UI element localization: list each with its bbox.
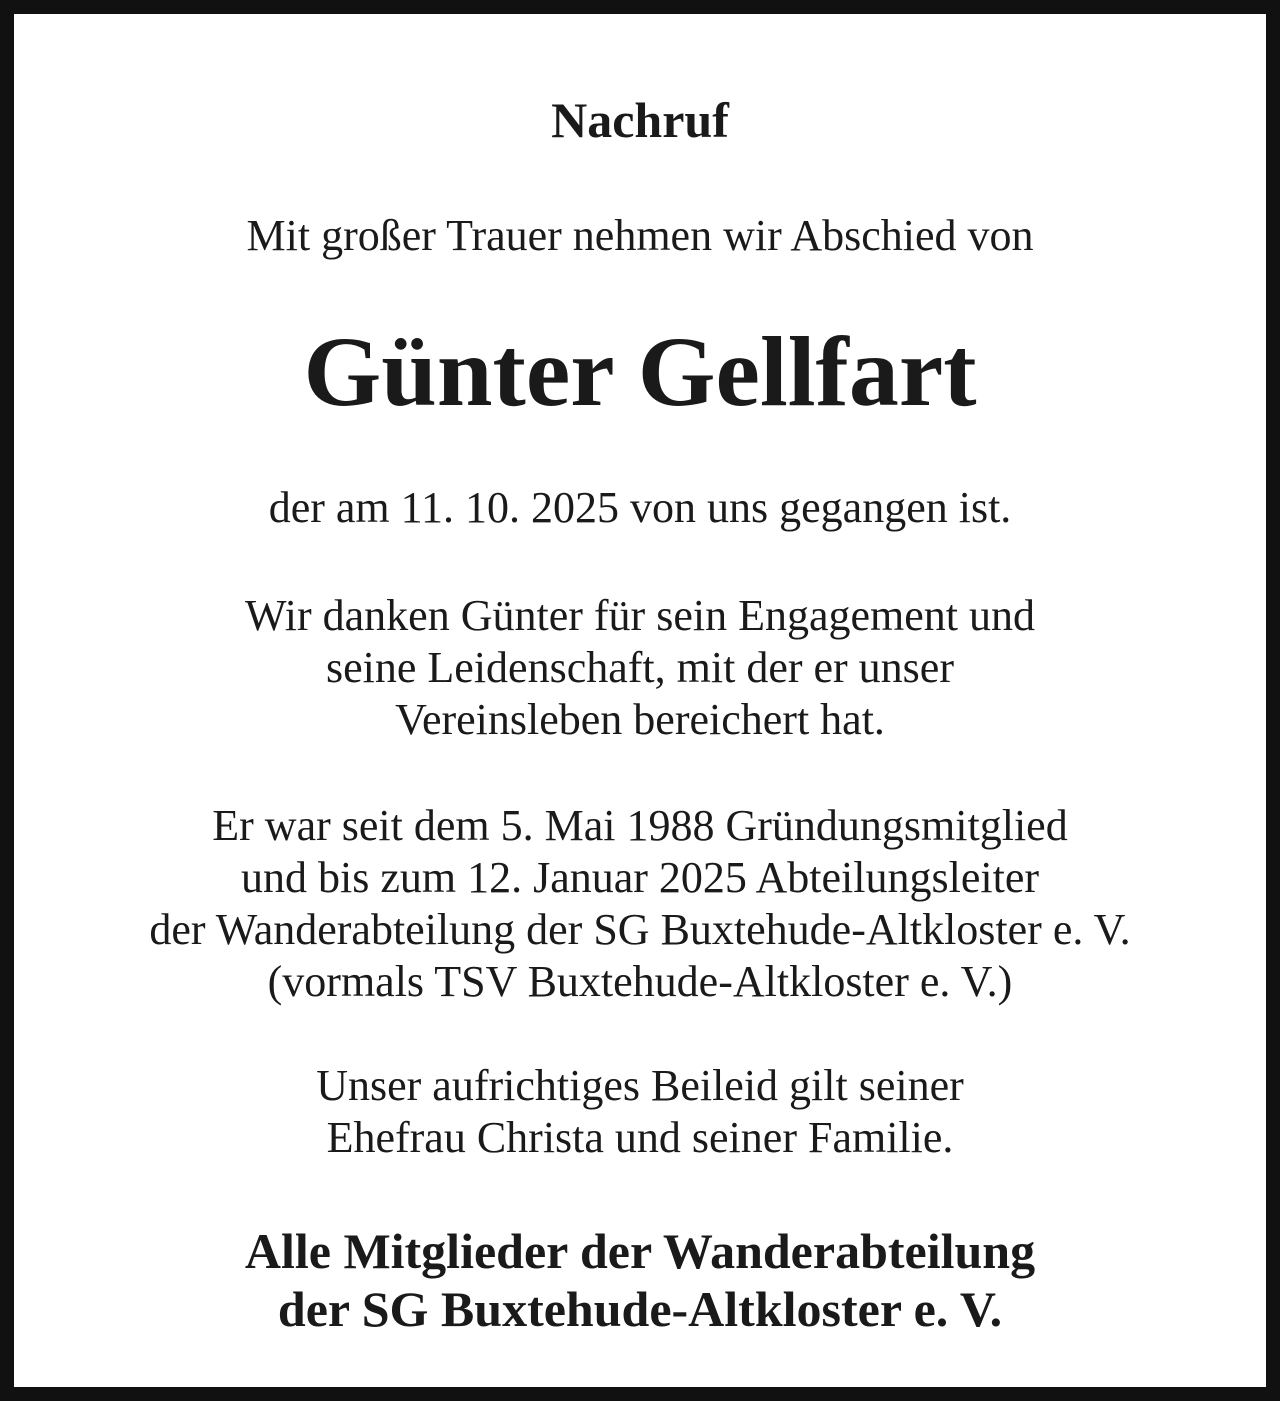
condolence-line: Unser aufrichtiges Beileid gilt seiner xyxy=(316,1061,964,1110)
membership-line: (vormals TSV Buxtehude-Altkloster e. V.) xyxy=(267,957,1013,1006)
death-date-paragraph xyxy=(14,482,1266,534)
condolence-paragraph xyxy=(14,1060,1266,1164)
signature-line: der SG Buxtehude-Altkloster e. V. xyxy=(277,1281,1003,1337)
thanks-line: seine Leidenschaft, mit der er unser xyxy=(326,643,954,692)
signature-line: Alle Mitglieder der Wanderabteilung xyxy=(244,1223,1036,1279)
condolence-line: Ehefrau Christa und seiner Familie. xyxy=(326,1113,954,1162)
membership-line: und bis zum 12. Januar 2025 Abteilungsleiter xyxy=(241,853,1039,902)
death-date-line: der am 11. 10. 2025 von uns gegangen ist. xyxy=(268,483,1012,532)
notice-heading: Nachruf xyxy=(551,92,729,148)
thanks-paragraph xyxy=(14,590,1266,746)
signature-block xyxy=(14,1222,1266,1338)
membership-line: der Wanderabteilung der SG Buxtehude-Altkloster e. V. xyxy=(149,905,1131,954)
deceased-name: Günter Gellfart xyxy=(303,316,977,427)
membership-line: Er war seit dem 5. Mai 1988 Gründungsmitglied xyxy=(212,801,1068,850)
thanks-line: Vereinsleben bereichert hat. xyxy=(395,695,885,744)
thanks-line: Wir danken Günter für sein Engagement und xyxy=(245,591,1035,640)
intro-line: Mit großer Trauer nehmen wir Abschied von xyxy=(246,211,1034,260)
membership-paragraph xyxy=(14,800,1266,1008)
